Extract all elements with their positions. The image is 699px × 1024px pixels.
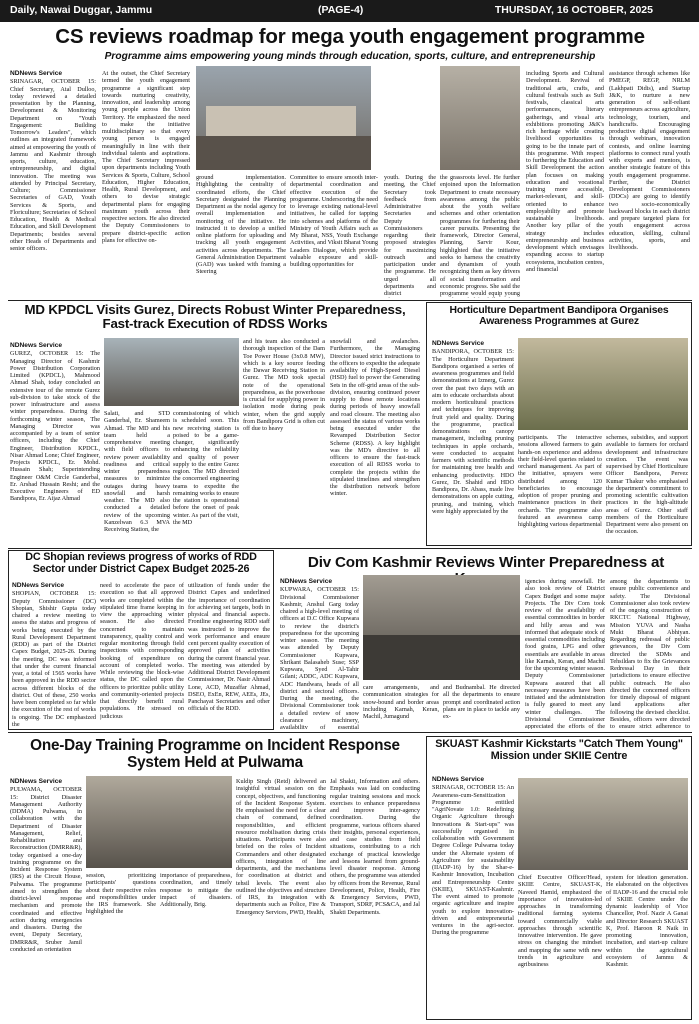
divcom-col-1: NDNews Service KUPWARA, OCTOBER 15: Divisional Commissioner Kashmir, Anshul Garg today chaired a high-level meeting of officers at D.C Office Kupwara to review the district's preparedness for the upcoming winter season. The meeting was attended by Deputy Commissioner Kupwara, Shrikant Balasaheb Suse; SSP Kupwara, Syed Al-Tahir Gilani; ADDC, ADC Kupwara, ADC Handwara, heads of all district and sectoral officers. During the meeting, the Divisional Commissioner took a detailed review of snow clearance machinery, availability of essential [280,578,359,729]
kpdcl-col-1: NDNews Service GUREZ, OCTOBER 15: The Managing Director of Kashmir Power Distribution Corporation Limited (KPDCL), Mahmood Ahmad Shah, today concluded an extensive tour of the remote Gurez sub-division to take stock of the power infrastructure and assess winter preparedness. During the forthcoming winter season, The Managing Director was accompanied by a team of senior officers, including the Chief Engineer, Distribution KPDCL, Nisar Ahmad Lone; Chief Engineer, Projects KPDCL, Er. Mohd. Hussain Shah; Superintending Engineer O&M Circle Ganderbal, Er. Arshad Hussain Reshi; and the Executive Engineers of ED Bandipora, Er. Aijaz Ahmad [10,342,100,503]
lead-photo-second [440,66,520,170]
kpdcl-col-3: commissioning of which is scheduled soon. This new receiving station is poised to be a game-changer, significantly enhancing the reliability and quality of power supply to the entire Gurez region. The MD directed the concerned engineering teams to expedite the remaining works to ensure the station is operational before the onset of peak winter. As part of the visit, the MD [173,410,239,526]
lead-col-7: including Sports and Cultural Development. Revival of traditional arts, crafts, and cultural festivals such as Sufi festivals, classical arts performances, literary gatherings, and visual arts exhibitions promoting J&K's rich heritage while creating livelihood opportunities is going to be the innate part of this programme. With respect to furthering the Education and Skill Development the action plan focuses on making education and vocational training more accessible, market-relevant, and skill-oriented to enhance employability and promote sustainable livelihoods. Another key pillar of the strategy includes entrepreneurship and business development which envisages expanding access to startup ecosystems, incubation centres, and financial [526,70,604,273]
skuast-col-1: NDNews Service SRINAGAR, OCTOBER 15: An Awareness-cum-Sensitization Programme entitled "AgriNovate 1.0: Redefining Organic Agriculture through Innovations & Start-ups" was successfully organised in collaboration with Government Degree College Pulwama today under the Alternate system of Agriculture for sustainability (IIADP-16) by the Shar-e-Kashmir Innovation, Incubation and Entrepreneurship Centre (SKIIE), SKUAST-Kashmir. The event aimed to promote organic agriculture and inspire youth to explore innovation-driven and entrepreneurial ventures in the agri-sector. During the programme [432,776,514,937]
kpdcl-col-5: snowfall and avalanches. Furthermore, the Managing Director issued strict instructions to the officers to expedite the adequate availability of High-Speed Diesel (HSD) fuel to power the Generating Sets in the off-grid areas of the sub-division, ensuring continued power supply to these remote locations during periods of heavy snowfall and road closure. The meeting also assessed the status of various works being executed under the Revamped Distribution Sector Scheme (RDSS). A key highlight was the MD's directive to all officers to ensure the fast-track execution of all RDSS works to complete the projects within the stipulated timelines and strengthen the distribution network before winter. [330,338,420,498]
skuast-headline: SKUAST Kashmir Kickstarts "Catch Them Young" Mission under SKIIE Centre [435,738,683,762]
kpdcl-col-2: Salati, and STD Ganderbal, Er. Shameem Ahmad. The MD and his team held a comprehensive meeting with field officers to review power availability readiness and critical winter preparedness measures to minimize outages during heavy snowfall and harsh weather. The MD also conducted a detailed review of the upcoming Kanzelwan 6.3 MVA Receiving Station, the [104,410,170,533]
divider-lead [8,300,692,301]
divcom-col-2: care arrangements, and communication strategies for snow-bound and border areas including Karnah, Keran, Machil, Jumagund [363,684,439,720]
masthead-paper-name: Daily, Nawai Duggar, Jammu [10,4,153,16]
lead-col-3: ground implementation. Highlighting the centrality of coordinated efforts, the Chief Secretary designated the Planning Department as the nodal agency for overall implementation and monitoring of the initiative. He instructed it to develop a unified online platform for uploading and tracking all youth engagement activities across departments. The General Administration Department (GAD) was tasked with framing a Steering [196,174,286,276]
horti-headline: Horticulture Department Bandipora Organises Awareness Programmes at Gurez [449,305,669,328]
lead-col-8: assistance through schemes like PMEGP, REGP, NRLM (Lakhpati Didis), and Startup J&K, to nurture a new generation of self-reliant entrepreneurs across agriculture, technology, tourism, and handicrafts. Encouraging productive digital engagement through webinars, innovation contests, and online learning platforms to connect rural youth with experts and mentors, is another strategic feature of this youth engagement programme. Further, the District Development Commissioners (DDCs) are going to identify two socio-economically backward blocks in each district and prepare targeted plans for youth engagement across education, skilling, cultural activities, sports, and livelihoods. [609,70,690,251]
lead-photo [196,66,371,170]
pulwama-col-3: importance of preparedness, coordination, and timely response to mitigate the impact of disasters. Additionally, Brig. [160,872,232,908]
kpdcl-col-4: and his team also conducted a thorough inspection of the Dam Toe Power House (3x0.8 MW), which is a key source feeding the Dawar Receiving Station in Gurez. The MD took special note of the operational preparedness, as the powerhouse is crucial for supplying power in isolation mode during peak winter, when the grid supply from Bandipora Grid is often cut off due to heavy [243,338,325,432]
masthead-page-number: (PAGE-4) [318,4,364,16]
divider-middle [8,548,692,549]
pulwama-photo [86,776,232,868]
divcom-headline: Div Com Kashmir Reviews Winter Preparedness at [307,554,665,571]
horti-col-2: participants. The interactive sessions allowed farmers to gain hands-on experience and address their field-level queries related to orchard management. As part of the initiative, sprayers were distributed among 120 beneficiaries to encourage adoption of proper pruning and maintenance practices in their orchards. The programme also featured an awareness camp highlighting various departmental [518,434,602,528]
lead-subhead: Programme aims empowering young minds through education, sports, culture, and entrepreneurship [104,51,596,62]
shopian-col-2: need to accelerate the pace of execution so that all approved works are completed within the stipulated time frame keeping in view the approaching winter season. He also directed concerned to maintain transparency, quality control and regular monitoring through field inspections with corresponding booking of expenditure on account of completed works. While reviewing the block-wise status, the DC called upon the officers to prioritize public utility and community-oriented projects that directly benefit rural populations. He stressed on judicious [100,582,184,720]
lead-col-4: Committee to ensure smooth inter-departmental coordination and effective execution of the programme. Underscoring the need to leverage existing national-level initiatives, he called for tapping into schemes and platforms of the Ministry of Youth Affairs such as My Bharat, NSS, Youth Exchange Activities, and Viksit Bharat Young Leaders Dialogue, which provide valuable exposure and skill-building opportunities for [290,174,378,268]
lead-col-5: youth. During the meeting, the Chief Secretary took feedback from Administrative Secretaries and Deputy Commissioners regarding their proposed strategies for maximizing outreach and participation under the programme. He urged all departments and district [384,174,436,297]
horti-col-3: schemes, subsidies, and support available to farmers for orchard development and infrastructure creation. The event was supervised by Chief Horticulture Officer Bandipora, Pervez Kumar Thakur who emphasised the department's commitment to promoting scientific cultivation practices in the high-altitude areas of Gurez. Other staff members of the Horticulture Department were also present on the occasion. [606,434,688,536]
skuast-col-2: Chief Executive Officer/Head, SKIIE Centre, SKUAST-K, Naveed Hamid, emphasized the importance of innovation-led approaches in transforming traditional farming systems toward commercially viable approaches through scientific innovative intervention. He gave stress on changing the mindset and mapping the same with new trends in agriculture and agribusiness [518,874,602,968]
horti-photo [518,338,688,430]
lead-col-6: the grassroots level. He further enjoined upon the Information Department to create necessary awareness among the public about the youth welfare schemes and other orientation programmes for furthering their career pursuits. Presenting the framework, Director General, Planning, Sarvir Kour, highlighted that the initiative seeks to harness the creativity and dynamism of youth recognizing them as key drivers of social transformation and economic progress. She said the programme would equip young [440,174,520,297]
divcom-col-3: and Budnambal. He directed all the departments to ensure prompt and coordinated action plans are in place to tackle any ex- [443,684,520,720]
shopian-headline: DC Shopian reviews progress of works of RDD Sector under District Capex Budget 2025-26 [25,551,257,575]
pulwama-col-2: session, prioritizing participants' questions about their respective roles and responsibilities under the IRS framework. She highlighted the [86,872,156,916]
skuast-col-3: system for ideation generation. He elaborated on the objectives of IIADP-16 and the crucial role of SKIIE Centre under the dynamic leadership of Vice Chancellor, Prof. Nazir A Ganai and Director Research SKUAST K, Prof. Haroon R Naik in promoting innovation, incubation, and start-up culture within the agricultural ecosystem of Jammu & Kashmir. [606,874,688,968]
pulwama-col-1: NDNews Service PULWAMA, OCTOBER 15: District Disaster Management Authority (DDMA) Pulwama, in collaboration with the Department of Disaster Management, Relief, Rehabilitation and Reconstruction (DMRR&R), today organised a one-day training programme on the Incident Response System (IRS) at the Circuit House, Pulwama. The programme aimed to strengthen the district-level response mechanism and promote coordinated and effective action during emergencies and disasters. During the event, Deputy Secretary, DMRR&R, Sruber Jamil conducted an orientation [10,778,82,953]
divider-lower [8,732,692,733]
shopian-col-3: utilization of funds under the District Capex and underlined the importance of coordination for achieving set targets, both in physical and financial aspects. Frontline engineering RDD staff was instructed to improve the work performance and ensure cent percent quality execution of approved plan of activities during the current financial year. The meeting was attended by Additional District Development Commissioner, Dr. Nasir Ahmad Lone, ACD, Muzaffar Ahmad, DSEO, ExEn, REW, AEEs, JEs, Panchayat Secretaries and other officials of the RDD. [188,582,270,713]
lead-headline: CS reviews roadmap for mega youth engagement programme [55,25,645,48]
masthead-date: THURSDAY, 16 OCTOBER, 2025 [494,4,653,16]
divcom-col-5: among the departments to ensure public convenience and safety. The Divisional Commissioner also took review of the ongoing construction of RKCTC National Highway, Mission YUVA and Nasha Mukt Bharat Abhiyan. Regarding redressal of public grievances, the Div Com directed the SDMs and Tehsildars to fix the Grievances Redressal Day in their jurisdictions to ensure effective public outreach. He also directed the concerned officers for timely disposal of migrant land applications after following the devised checklist. Besides, officers were directed to ensure strict adherence to [610,578,690,729]
pulwama-col-4: Kuldip Singh (Retd) delivered an insightful virtual session on the concept, objectives, and functioning of the Incident Response System. He emphasised the need for a clear chain of command, defined responsibilities, and efficient resource mobilisation during crisis situations. Participants were also briefed on the roles of Incident Commanders and other designated officers, integration of line departments, and the mechanisms for coordination at district and tehsil levels. The event also outlined the objectives and structure of IRS, its integration with departments such as Police, Fire & Emergency Services, PWD, Health, [236,778,326,916]
masthead-bar [0,0,699,22]
lead-col-1: NDNews Service SRINAGAR, OCTOBER 15: Chief Secretary, Atal Dulloo, today reviewed a detailed presentation by the Planning, Development & Monitoring Department on "Youth Engagement: Building Tomorrow's Leaders", which outlines an integrated framework aimed at empowering the youth of Jammu and Kashmir through sports, culture, education, entrepreneurship, and digital innovation. The meeting was attended by Principal Secretary, Culture; Commissioner Secretaries of GAD, Youth Services & Sports, and Floriculture; Secretaries of School Education, Health & Medical Education, and Skill Development Departments; besides several other Heads of Departments and senior officers. [10,70,96,252]
kpdcl-headline: MD KPDCL Visits Gurez, Directs Robust Winter Preparedness, Fast-track Execution of RDSS Works [24,302,406,332]
kpdcl-photo [104,338,239,406]
horti-col-1: NDNews Service BANDIPORA, OCTOBER 15: The Horticulture Department Bandipora organised a series of awareness programmes and field demonstrations at Izmerg, Gurez over the past two days with an aim to educate orchardists about modern horticultural practices and techniques for improving fruit yield and quality. During the programme, practical demonstrations on canopy management, including pruning techniques in apple orchards, were conducted to acquaint farmers with scientific methods for maintaining tree health and enhancing productivity. HDO Gurez, Dr. Shahid and HDO Bandipora, Dr. Abass, made live demonstrations on apple cutting, pruning, and training, which were highly appreciated by the [432,340,514,515]
divcom-col-4: igencies during snowfall. He also took review of District Capex Budget and some major Projects. The Div Com took review of the availability of essential commodities in border and hilly areas and was informed that adequate stock of essential commodities including food grains, LPG and other essentials are available in areas like Karnah, Keran, and Machil for the upcoming winter season. Deputy Commissioner Kupwara assured that all necessary measures have been initiated and the administration is fully geared to meet any winter challenges. The Divisional Commissioner appreciated the efforts of the [525,578,605,729]
divcom-photo [363,575,520,680]
pulwama-headline: One-Day Training Programme on Incident Response System Held at Pulwama [30,737,400,771]
lead-col-2: At the outset, the Chief Secretary termed the youth engagement programme a significant step towards nurturing creativity, innovation, and leadership among young people across the Union Territory. He emphasized the need to make the initiative multidisciplinary so that every young person is engaged meaningfully in line with their individual talents and aspirations. The Chief Secretary impressed upon departments including Youth Services & Sports, Culture, School Education, Higher Education, Health, Rural Development, and others to devise strategic departmental plans for engaging maximum youth across their respective sectors. He also directed the Deputy Commissioners to prepare district-specific action plans for effective on- [102,70,190,244]
shopian-col-1: NDNews Service SHOPIAN, OCTOBER 15: Deputy Commissioner (DC) Shopian, Shishir Gupta today chaired a review meeting to assess the status and progress of works being executed by the Rural Development Department (RDD) as part of the District Capex Budget, 2025-26. During the meeting, DC was informed that under the current financial year, a total of 1565 works have been approved in the RDD sector across different blocks of the district. Out of these, 250 works have been completed so far while the execution of the rest of works is ongoing. The DC emphasized the [12,582,96,728]
pulwama-col-5: Jal Shakti, Information and others. Emphasis was laid on conducting regular training sessions and mock exercises to enhance preparedness and improve inter-agency coordination. During the programme, various officers shared their insights, personal experiences, and case studies from field situations, contributing to a rich exchange of practical knowledge and lessons learned from ground-level disaster response. Among others, the programme was attended by officers from the Revenue, Rural Development, Police, Health, Fire & Emergency Services, PWD, Transport, SDRF, PCS&CA, and Jal Shakti Departments. [330,778,420,916]
skuast-photo [518,778,688,870]
